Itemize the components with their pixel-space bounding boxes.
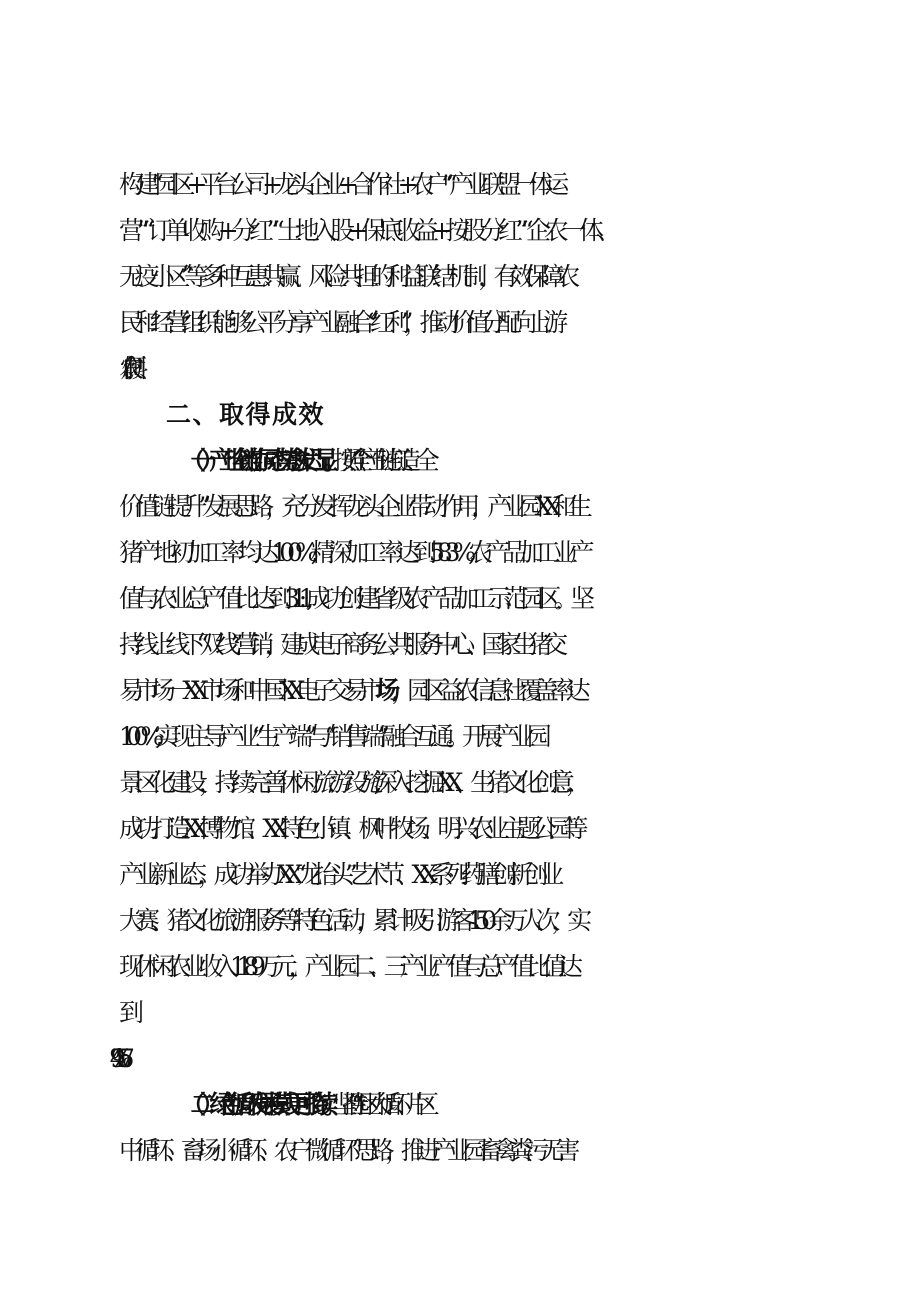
text-line xyxy=(119,761,920,805)
text-segment: 值与农业总产值比达到3.1:1,成功创建省级农产品加工示范园区。坚 xyxy=(119,584,587,613)
text-line xyxy=(119,715,920,759)
subsection-title: 场 xyxy=(375,676,392,705)
text-segment: 猪产地初加工率均达100%,精深加工率达到58.3%,农产品加工业产 xyxy=(119,538,587,567)
text-segment: 营”“订单收购+分红”“土地入股+保底收益+按股分红”“企农一体、 xyxy=(119,216,615,245)
text-segment: 构建“园区+平台公司+龙头企业+合作社+农户”“产业联盟一体运 xyxy=(119,170,561,199)
text-line xyxy=(119,899,920,943)
section-heading: 二、取得成效 xyxy=(166,400,326,429)
text-line xyxy=(119,531,920,575)
text-line xyxy=(181,439,920,483)
text-segment: 旅游设施, xyxy=(310,768,373,797)
text-line xyxy=(119,853,920,897)
subsection-title: （二）绿色循环发展模式更可持续。 xyxy=(181,1090,333,1119)
text-segment: 到 xyxy=(119,998,147,1027)
text-segment: 按照“全产业链打造、全 xyxy=(332,446,425,475)
text-segment: 无疫小区”等多种互惠共赢、风险共担的利益联结机制，有效保障农 xyxy=(119,262,571,291)
text-line xyxy=(119,577,920,621)
text-line xyxy=(119,301,920,345)
text-line xyxy=(119,163,920,207)
text-line xyxy=(119,807,920,851)
text-segment: 易市场一XX市场和中国XX电子交易市 xyxy=(119,676,376,705)
text-segment: 民和经营组织能够公平分享产业融合“红利”，推动价值分配向上游 xyxy=(119,308,559,337)
subsection-title: （一）产业全链协同态势愈发凸显。 xyxy=(181,446,333,475)
text-segment: 成功打造XX博物馆、XX特色小镇、枫叶牧场、明兴农业主题公园等 xyxy=(119,814,580,843)
text-line xyxy=(119,209,920,253)
text-segment: 景区化建设，持续完善休闲 xyxy=(119,768,311,797)
text-segment: 现休闲农业收入1189万元，产业园二、三产业产值与总产值比值达 xyxy=(119,952,574,981)
text-line xyxy=(119,991,920,1035)
text-line xyxy=(119,347,920,391)
text-line xyxy=(119,623,920,667)
text-segment: ，园区益农信息社覆盖率达 xyxy=(391,676,582,705)
text-line xyxy=(166,393,920,437)
text-line xyxy=(119,1037,920,1081)
text-line xyxy=(119,255,920,299)
text-segment: 价值链提升”发展思路，充分发挥龙头企业带动作用，产业园XX和生 xyxy=(119,492,584,521)
text-line xyxy=(119,1129,920,1173)
text-segment: 大赛、猪文化旅游服务等特色活动，累计吸引游客150余万人次，实 xyxy=(119,906,583,935)
text-segment: 农户倾斜。 xyxy=(119,354,127,383)
text-segment: 深入挖掘XX、生猪文化创意， xyxy=(372,768,582,797)
text-line xyxy=(119,669,920,713)
text-line xyxy=(119,485,920,529)
text-segment: 坚持“园区大循环、片区 xyxy=(332,1090,425,1119)
text-segment: 产业新业态，成功举办XX“龙抬头”艺术节、XX系列药膳创新创业 xyxy=(119,860,555,889)
text-segment: 持线上线下“双线”营销，建成电子商务公共服务中心、国家生猪交 xyxy=(119,630,559,659)
text-line xyxy=(119,945,920,989)
text-segment: 100%,实现主导产业“生产端”与“销售端”融合互通。开展产业园 xyxy=(119,722,543,751)
text-segment: 中循环、畜场小循环、农户微循环”思路，推进产业园畜禽粪污无害 xyxy=(119,1136,571,1165)
text-line xyxy=(181,1083,920,1127)
